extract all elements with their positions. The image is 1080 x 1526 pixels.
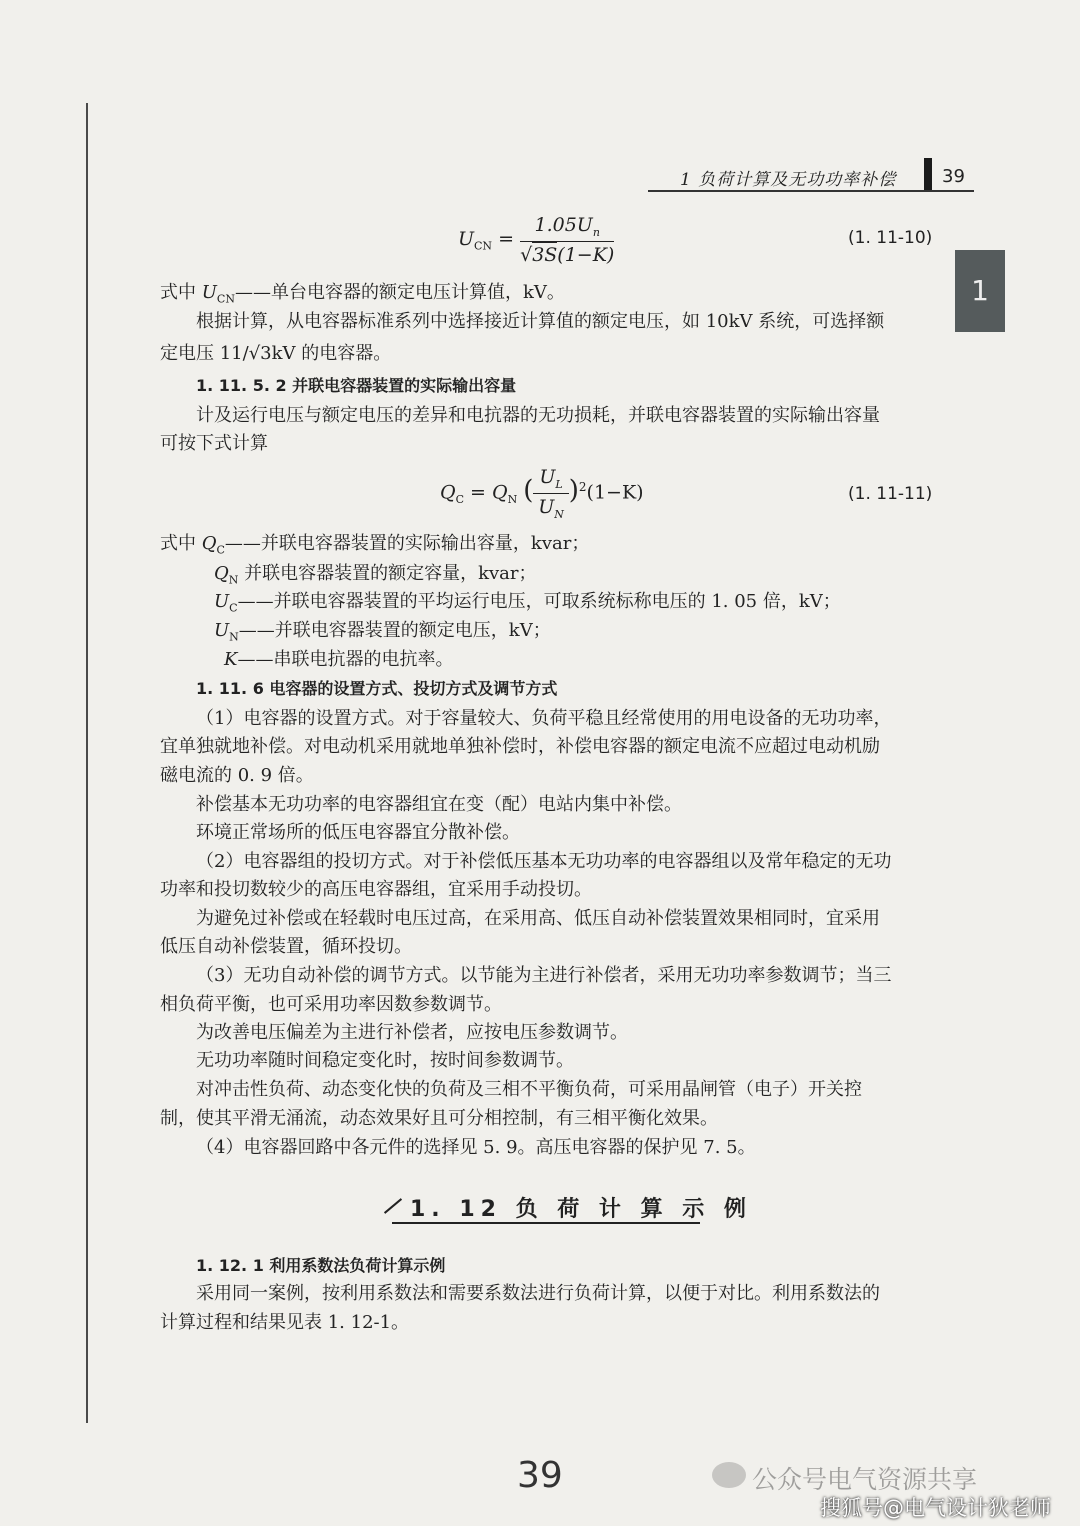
wechat-icon	[712, 1462, 746, 1488]
definition-line: $U_C——$并联电容器装置的平均运行电压，可取系统标称电压的 1. 05 倍，kV；	[214, 591, 841, 615]
paragraph-line: 无功功率随时间稳定变化时，按时间参数调节。	[196, 1050, 574, 1071]
chapter-tab: 1	[955, 250, 1005, 332]
running-header: 1 负荷计算及无功功率补偿	[680, 170, 897, 190]
definition-line: 式中 $Q_C——$并联电容器装置的实际输出容量，kvar；	[160, 533, 590, 557]
section-rule	[392, 1222, 700, 1224]
subsection-title: 1. 11. 5. 2 并联电容器装置的实际输出容量	[196, 376, 517, 395]
paragraph-line: 低压自动补偿装置，循环投切。	[160, 936, 412, 957]
definition-line: $Q_N$ 并联电容器装置的额定容量，kvar；	[214, 563, 537, 587]
paragraph-line: 定电压 11/√3kV 的电容器。	[160, 343, 392, 364]
header-rule	[648, 190, 974, 192]
paragraph-line: 磁电流的 0. 9 倍。	[160, 765, 314, 786]
paragraph-line: 可按下式计算	[160, 433, 268, 454]
margin-rule	[86, 103, 88, 1423]
paragraph-line: （3）无功自动补偿的调节方式。以节能为主进行补偿者，采用无功功率参数调节；当三	[196, 965, 892, 986]
paragraph-line: 为改善电压偏差为主进行补偿者，应按电压参数调节。	[196, 1022, 628, 1043]
paragraph-line: （2）电容器组的投切方式。对于补偿低压基本无功功率的电容器组以及常年稳定的无功	[196, 851, 892, 872]
header-bar	[924, 158, 932, 190]
paragraph-line: 补偿基本无功功率的电容器组宜在变（配）电站内集中补偿。	[196, 794, 682, 815]
header-page-number: 39	[942, 166, 965, 187]
paragraph-line: 对冲击性负荷、动态变化快的负荷及三相不平衡负荷，可采用晶闸管（电子）开关控	[196, 1079, 862, 1100]
paragraph-line: 相负荷平衡，也可采用功率因数参数调节。	[160, 994, 502, 1015]
paragraph-line: （4）电容器回路中各元件的选择见 5. 9。高压电容器的保护见 7. 5。	[196, 1137, 756, 1158]
equation-1-11-11: $Q_C = Q_N$ ( $\frac{U_L}{U_N}$ )$^2$(1−K)	[440, 466, 644, 521]
paragraph-line: 根据计算，从电容器标准系列中选择接近计算值的额定电压，如 10kV 系统，可选择额	[196, 311, 885, 332]
definition-line: K——串联电抗器的电抗率。	[224, 649, 454, 670]
paragraph-line: 环境正常场所的低压电容器宜分散补偿。	[196, 822, 520, 843]
subsection-title: 1. 12. 1 利用系数法负荷计算示例	[196, 1256, 446, 1275]
paragraph-line: 计及运行电压与额定电压的差异和电抗器的无功损耗，并联电容器装置的实际输出容量	[196, 405, 880, 426]
definition-line: 式中 $U_{CN}——$单台电容器的额定电压计算值，kV。	[160, 282, 565, 306]
paragraph-line: 计算过程和结果见表 1. 12-1。	[160, 1312, 410, 1333]
watermark-wechat: 公众号电气资源共享	[752, 1465, 978, 1494]
paragraph-line: （1）电容器的设置方式。对于容量较大、负荷平稳且经常使用的用电设备的无功功率，	[196, 708, 892, 729]
page-number: 39	[517, 1455, 563, 1496]
paragraph-line: 制，使其平滑无涌流，动态效果好且可分相控制，有三相平衡化效果。	[160, 1108, 718, 1129]
equation-number: (1. 11-11)	[848, 484, 933, 504]
section-slash	[384, 1198, 402, 1214]
equation-number: (1. 11-10)	[848, 228, 933, 248]
paragraph-line: 宜单独就地补偿。对电动机采用就地单独补偿时，补偿电容器的额定电流不应超过电动机励	[160, 736, 880, 757]
paragraph-line: 为避免过补偿或在轻载时电压过高，在采用高、低压自动补偿装置效果相同时，宜采用	[196, 908, 880, 929]
paragraph-line: 采用同一案例，按利用系数法和需要系数法进行负荷计算，以便于对比。利用系数法的	[196, 1283, 880, 1304]
definition-line: $U_N——$并联电容器装置的额定电压，kV；	[214, 620, 551, 644]
watermark-sohu: 搜狐号@电气设计狄老师	[820, 1496, 1051, 1520]
subsection-title: 1. 11. 6 电容器的设置方式、投切方式及调节方式	[196, 679, 558, 698]
equation-1-11-10: $U_{CN}$ = $\frac{1.05U_n}{√3S(1-K)}$	[458, 214, 615, 266]
paragraph-line: 功率和投切数较少的高压电容器组，宜采用手动投切。	[160, 879, 592, 900]
section-title: 1. 12 负 荷 计 算 示 例	[410, 1197, 752, 1222]
